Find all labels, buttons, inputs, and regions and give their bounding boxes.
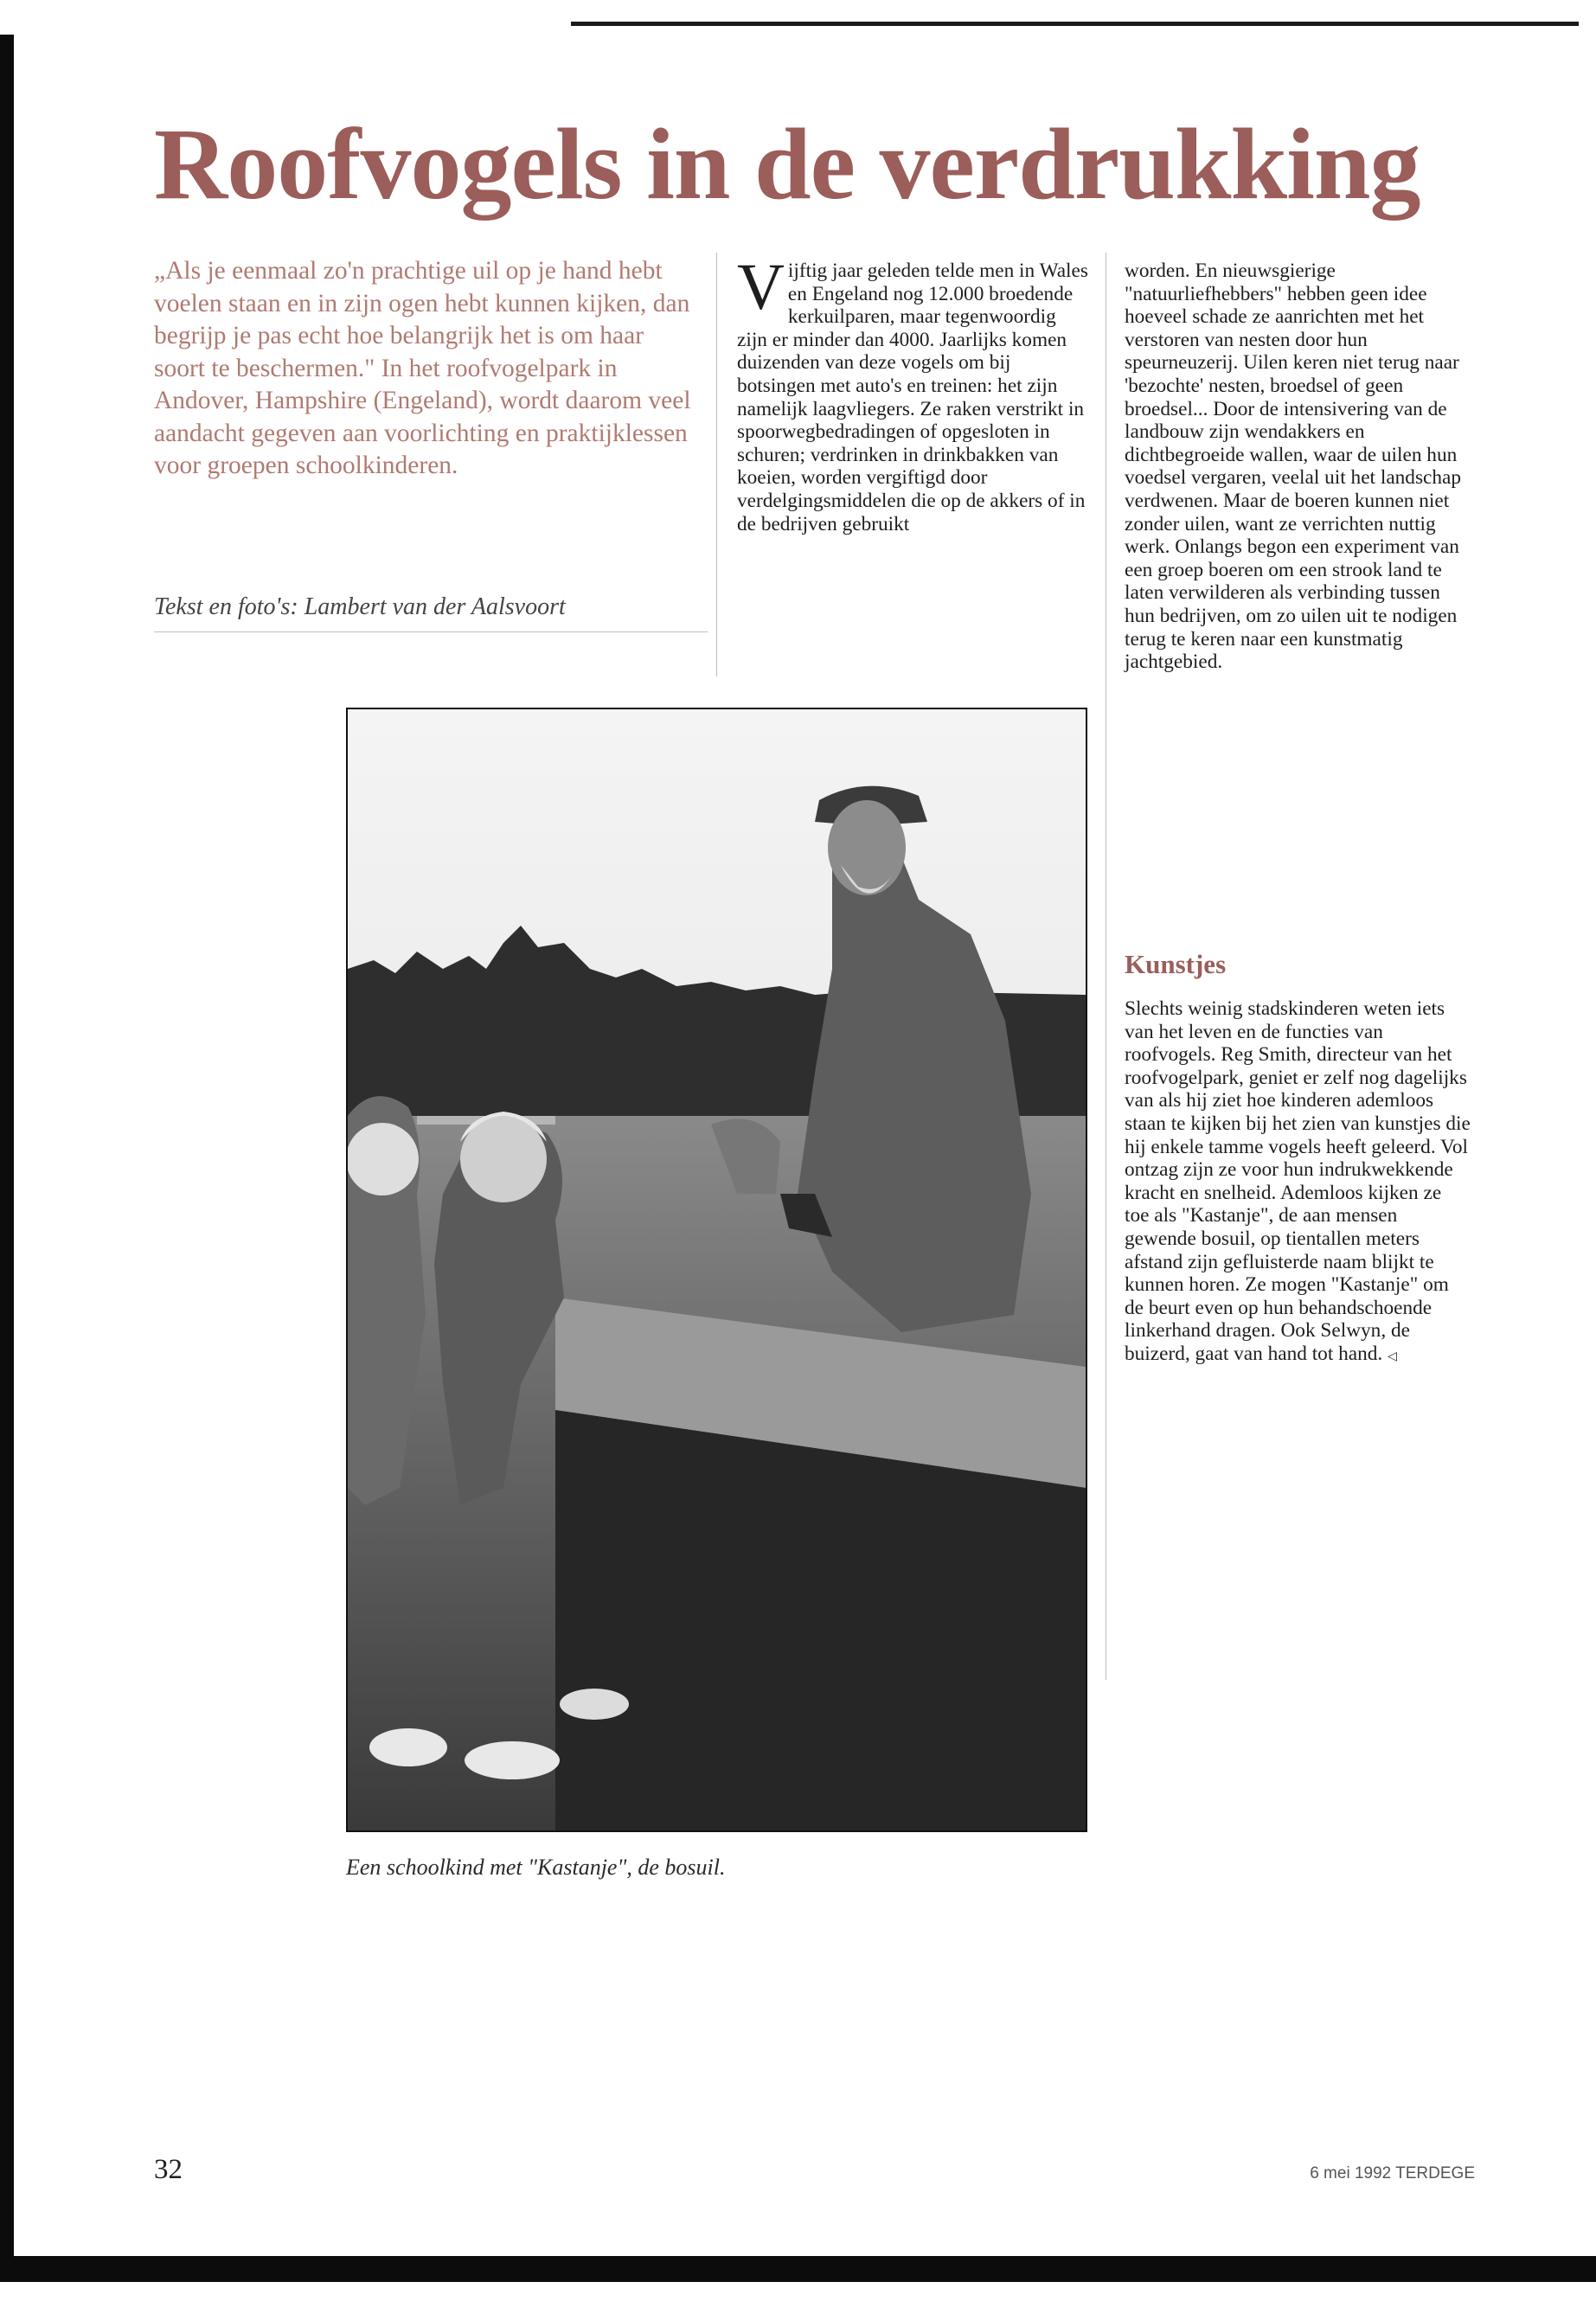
scan-edge-left bbox=[0, 35, 14, 2266]
scan-edge-bottom bbox=[0, 2256, 1596, 2282]
body-text: Slechts weinig stadskinderen weten iets van het leven en de functies van roofvogels. Reg Smith, directeur van het roofvogelpark, geniet er zelf nog dagelijks van als hij ziet hoe kinderen ademloos staan te kijken bij het zien van kunstjes die hij enkele tamme vogels heeft geleerd. Vol ontzag zijn ze voor hun indrukwekkende kracht en snelheid. Ademloos kijken ze toe als "Kastanje", de aan mensen gewende bosuil, op tientallen meters afstand zijn gefluisterde naam blijkt te kunnen horen. Ze mogen "Kastanje" om de beurt even op hun behandschoende linkerhand dragen. Ook Selwyn, de buizerd, gaat van hand tot hand. bbox=[1125, 997, 1471, 1365]
body-text: worden. En nieuwsgierige "natuurliefhebbers" hebben geen idee hoeveel schade ze aanrichten met het verstoren van nesten door hun speurneuzerij. Uilen keren niet terug naar 'bezochte' nesten, broedsel of geen broedsel... Door de intensivering van de landbouw zijn wendakkers en dichtbegroeide wallen, waar de uilen hun voedsel vergaren, veelal uit het landschap verdwenen. Maar de boeren kunnen niet zonder uilen, want ze verrichten nuttig werk. Onlangs begon een experiment van een groep boeren om een strook land te laten verwilderen als verbinding tussen hun bedrijven, om zo uilen uit te nodigen terug te keren naar een kunstmatig jachtgebied. bbox=[1125, 260, 1461, 674]
body-column-2-continued bbox=[1125, 997, 1471, 1369]
article-intro: „Als je eenmaal zo'n prachtige uil op je hand hebt voelen staan en in zijn ogen hebt kunnen kijken, dan begrijp je pas echt hoe belangrijk het is om haar soort te beschermen." In het roofvogelpark in Andover, Hampshire (Engeland), wordt daarom veel aandacht gegeven aan voorlichting en praktijklessen voor groepen schoolkinderen. bbox=[154, 257, 691, 479]
photo-caption: Een schoolkind met "Kastanje", de bosuil. bbox=[346, 1855, 726, 1880]
article-title: Roofvogels in de verdrukking bbox=[154, 107, 1420, 221]
body-text: ijftig jaar geleden telde men in Wales en Engeland nog 12.000 broedende kerkuilparen, maar tegenwoordig zijn er minder dan 4000. Jaarlijks komen duizenden van deze vogels om bij botsingen met auto's en treinen: het zijn namelijk laagvliegers. Ze raken verstrikt in spoorwegbedradingen of opgesloten in schuren; verdrinken in drinkbakken van koeien, worden vergiftigd door verdelgingsmiddelen die op de akkers of in de bedrijven gebruikt bbox=[737, 260, 1088, 535]
body-column-1 bbox=[737, 251, 1090, 535]
photo-illustration bbox=[348, 709, 1086, 1830]
article-photo bbox=[346, 708, 1087, 1832]
footer-issue: 6 mei 1992 TERDEGE bbox=[1310, 2164, 1475, 2182]
body-column-2 bbox=[1125, 260, 1471, 674]
column-divider bbox=[716, 253, 717, 676]
credit-divider bbox=[154, 631, 708, 632]
article-credit: Tekst en foto's: Lambert van der Aalsvoort bbox=[154, 593, 566, 620]
page-number: 32 bbox=[154, 2154, 183, 2185]
end-mark-icon: ◁ bbox=[1388, 1349, 1397, 1363]
top-rule bbox=[571, 22, 1579, 26]
section-heading: Kunstjes bbox=[1125, 949, 1227, 979]
drop-cap: V bbox=[737, 251, 785, 324]
